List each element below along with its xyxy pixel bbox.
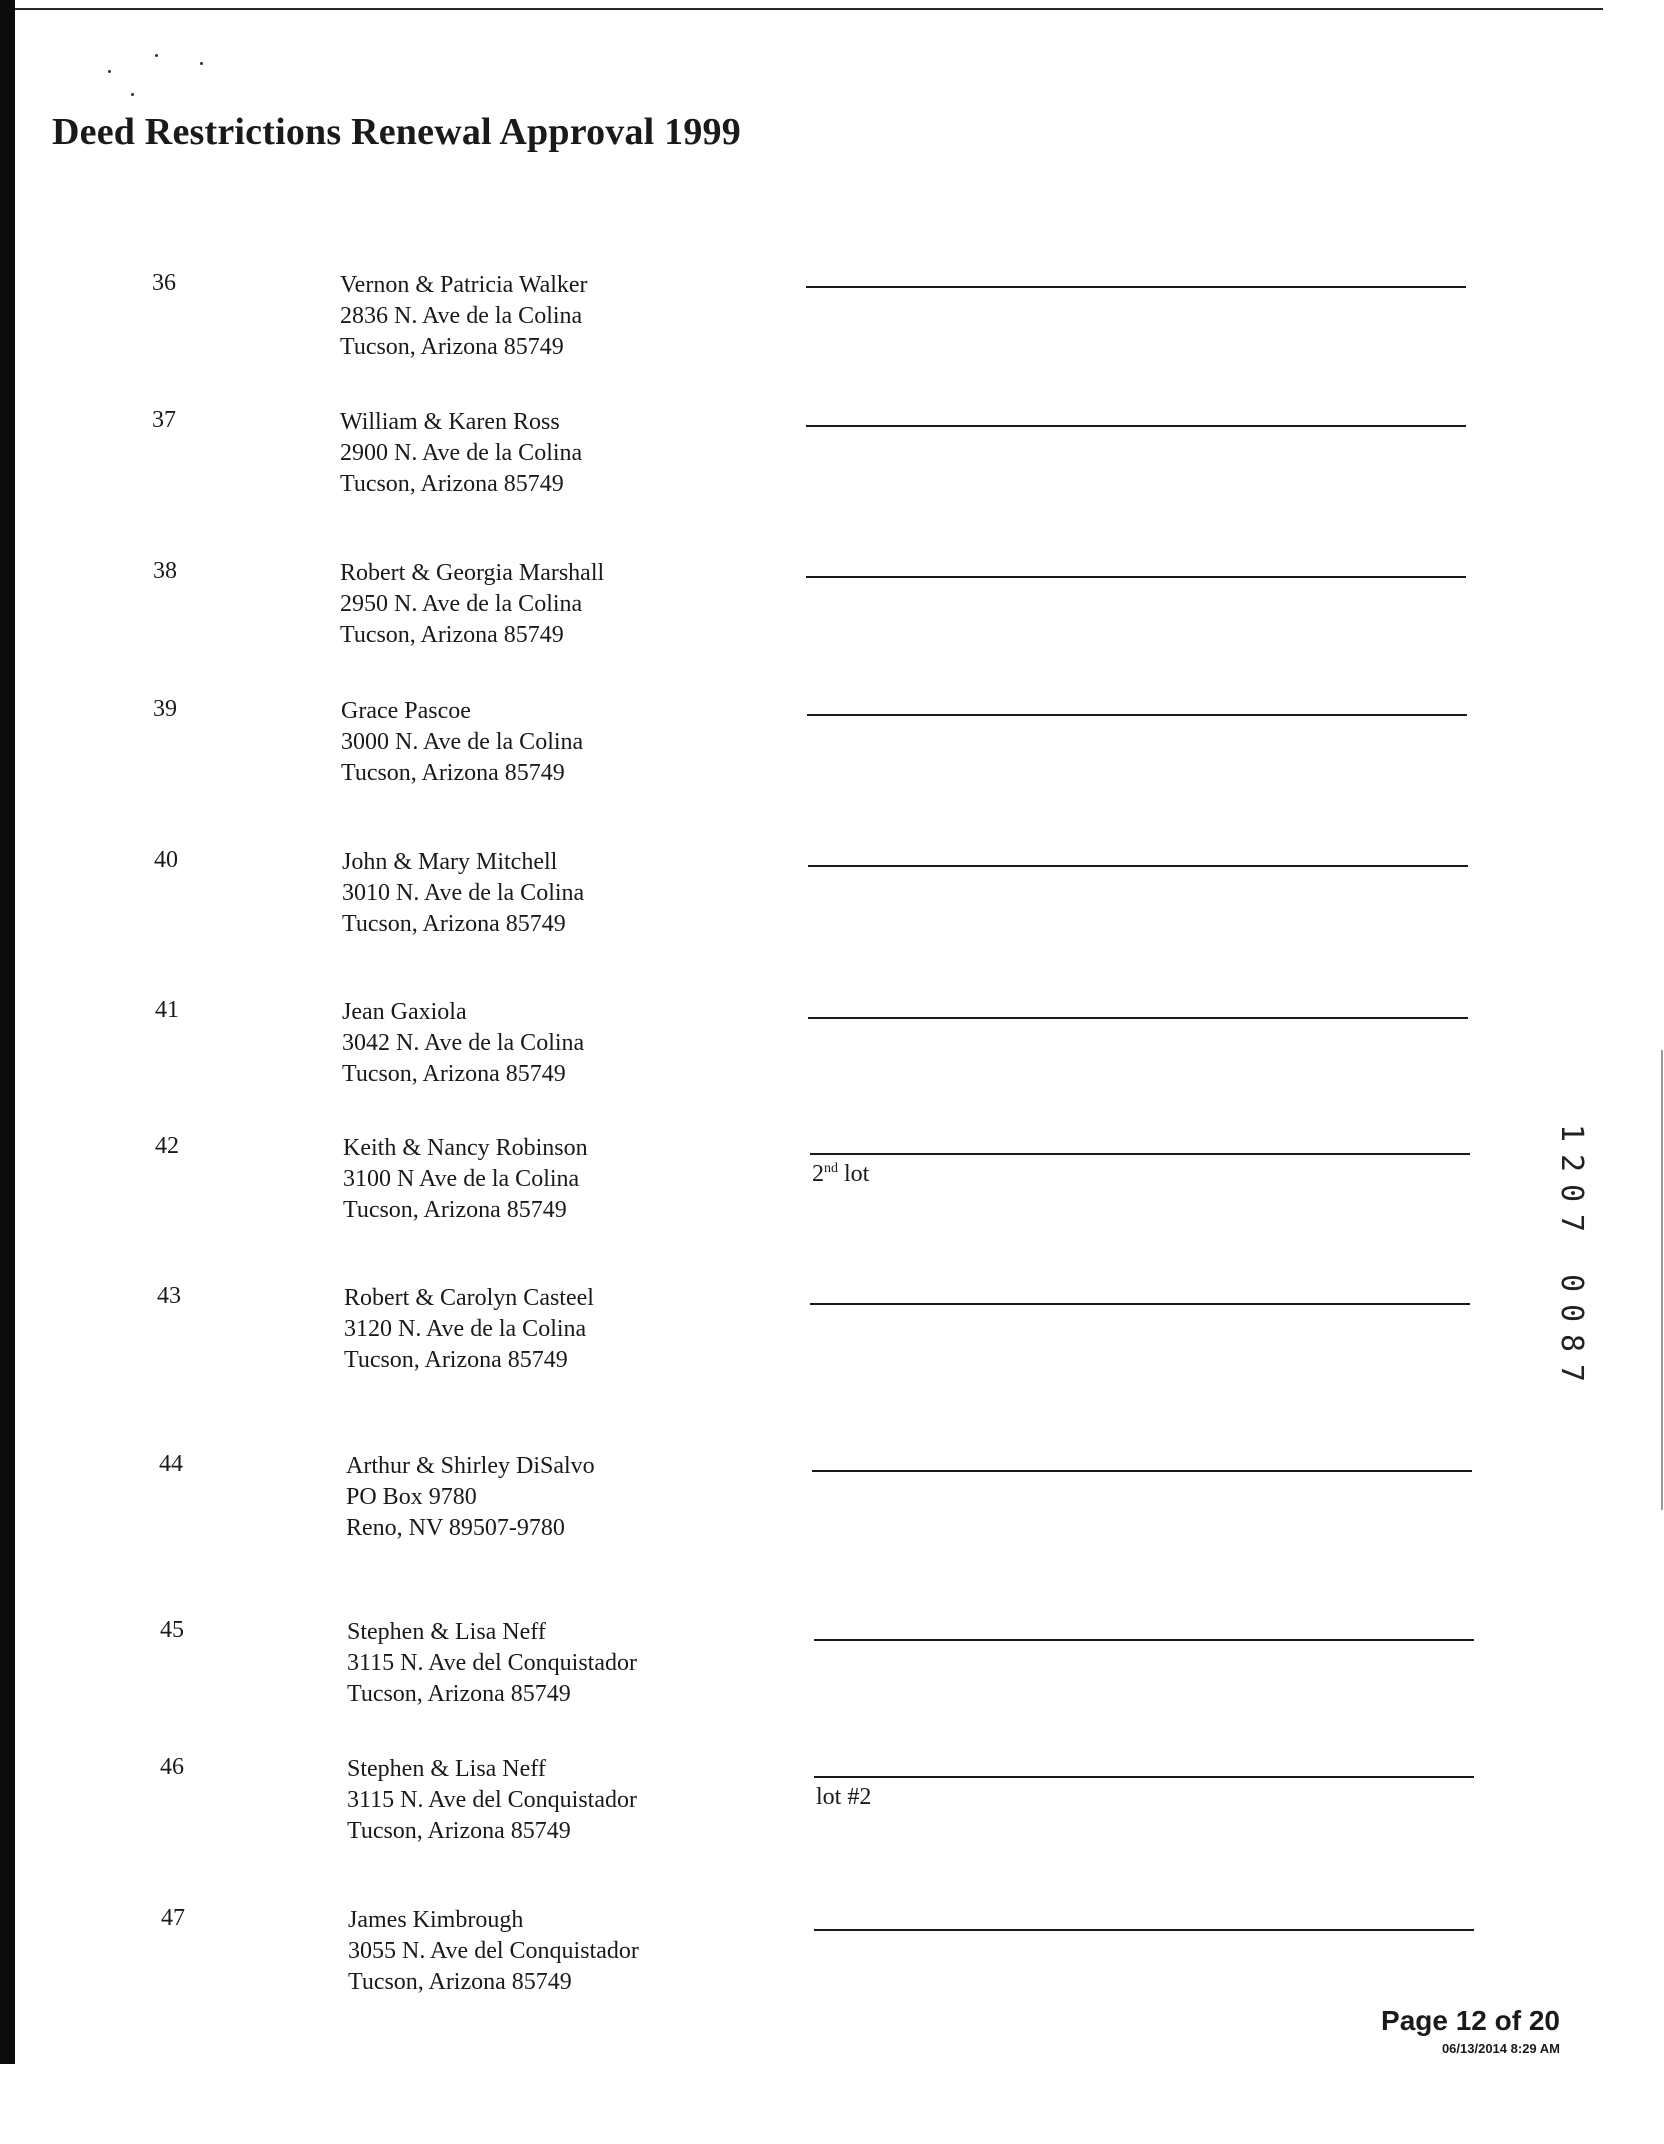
- page-number: Page 12 of 20: [1381, 2005, 1560, 2036]
- owner-block: [344, 1283, 594, 1376]
- owner-city: Tucson, Arizona 85749: [341, 760, 565, 786]
- signature-line: [814, 1639, 1474, 1641]
- stamp-glyph: 0: [1554, 1303, 1589, 1323]
- owner-street: 3042 N. Ave de la Colina: [342, 1030, 585, 1056]
- signature-line: [808, 865, 1468, 867]
- scan-speck: [108, 70, 111, 73]
- owner-street: 2950 N. Ave de la Colina: [340, 591, 583, 617]
- lot-number: 40: [154, 847, 178, 873]
- lot-number: 44: [159, 1451, 183, 1477]
- owner-name: Robert & Carolyn Casteel: [344, 1285, 594, 1311]
- signature-line: [810, 1153, 1470, 1155]
- owner-entry: [0, 407, 1664, 507]
- signature-line: [806, 425, 1466, 427]
- owner-name: William & Karen Ross: [340, 409, 560, 435]
- owner-block: [340, 270, 588, 363]
- owner-city: Tucson, Arizona 85749: [340, 471, 564, 497]
- owner-entry: [0, 696, 1664, 796]
- owner-entry: [0, 1133, 1664, 1233]
- owner-name: Stephen & Lisa Neff: [347, 1619, 546, 1645]
- owner-block: [347, 1754, 637, 1847]
- scan-border-right: [1661, 1050, 1663, 1510]
- stamp-glyph: 0: [1554, 1183, 1589, 1203]
- owner-entry: [0, 1283, 1664, 1383]
- lot-note-ordinal: 2: [812, 1161, 824, 1187]
- owner-name: James Kimbrough: [348, 1907, 524, 1933]
- owner-name: Grace Pascoe: [341, 698, 471, 724]
- owner-block: [343, 1133, 588, 1226]
- signature-line: [814, 1929, 1474, 1931]
- owner-street: 3115 N. Ave del Conquistador: [347, 1787, 637, 1813]
- lot-number: 41: [155, 997, 179, 1023]
- lot-number: 45: [160, 1617, 184, 1643]
- signature-line: [812, 1470, 1472, 1472]
- owner-street: 2836 N. Ave de la Colina: [340, 303, 583, 329]
- lot-note: [812, 1161, 869, 1188]
- stamp-glyph: 7: [1554, 1213, 1589, 1233]
- scan-border-top: [15, 8, 1603, 10]
- owner-block: [342, 997, 584, 1090]
- signature-line: [810, 1303, 1470, 1305]
- owner-city: Tucson, Arizona 85749: [347, 1818, 571, 1844]
- owner-city: Tucson, Arizona 85749: [342, 1061, 566, 1087]
- owner-city: Tucson, Arizona 85749: [340, 334, 564, 360]
- owner-block: [342, 847, 584, 940]
- owner-street: 3115 N. Ave del Conquistador: [347, 1650, 637, 1676]
- lot-number: 43: [157, 1283, 181, 1309]
- owner-street: 3100 N Ave de la Colina: [343, 1166, 580, 1192]
- lot-number: 38: [153, 558, 177, 584]
- lot-number: 36: [152, 270, 176, 296]
- owner-entry: [0, 558, 1664, 658]
- scan-speck: [131, 93, 134, 96]
- owner-block: [341, 696, 583, 789]
- owner-city: Tucson, Arizona 85749: [342, 911, 566, 937]
- owner-street: PO Box 9780: [346, 1484, 477, 1510]
- signature-line: [807, 714, 1467, 716]
- owner-block: [348, 1905, 639, 1998]
- owner-name: Robert & Georgia Marshall: [340, 560, 605, 586]
- owner-city: Reno, NV 89507-9780: [346, 1515, 565, 1541]
- stamp-glyph: [1556, 1238, 1586, 1268]
- lot-note-text: lot: [844, 1161, 870, 1187]
- lot-note: lot #2: [816, 1784, 872, 1810]
- owner-entry: [0, 847, 1664, 947]
- owner-city: Tucson, Arizona 85749: [348, 1969, 572, 1995]
- owner-entry: [0, 1754, 1664, 1854]
- recording-stamp: [1554, 1118, 1589, 1448]
- signature-line: [808, 1017, 1468, 1019]
- signature-line: [806, 286, 1466, 288]
- owner-street: 3010 N. Ave de la Colina: [342, 880, 585, 906]
- stamp-glyph: 8: [1554, 1333, 1589, 1353]
- signature-line: [814, 1776, 1474, 1778]
- stamp-glyph: 7: [1554, 1363, 1589, 1383]
- lot-number: 42: [155, 1133, 179, 1159]
- owner-street: 3055 N. Ave del Conquistador: [348, 1938, 639, 1964]
- owner-name: Jean Gaxiola: [342, 999, 467, 1025]
- stamp-glyph: 2: [1554, 1153, 1589, 1173]
- owner-name: Arthur & Shirley DiSalvo: [346, 1453, 595, 1479]
- owner-street: 2900 N. Ave de la Colina: [340, 440, 583, 466]
- owner-entry: [0, 997, 1664, 1097]
- owner-entry: [0, 1451, 1664, 1551]
- lot-number: 46: [160, 1754, 184, 1780]
- owner-street: 3000 N. Ave de la Colina: [341, 729, 584, 755]
- owner-name: Stephen & Lisa Neff: [347, 1756, 546, 1782]
- lot-note-suffix: nd: [824, 1161, 838, 1176]
- scan-speck: [200, 62, 203, 65]
- owner-block: [340, 407, 582, 500]
- lot-number: 39: [153, 696, 177, 722]
- owner-entry: [0, 1905, 1664, 2005]
- scan-speck: [155, 54, 158, 57]
- owner-street: 3120 N. Ave de la Colina: [344, 1316, 587, 1342]
- owner-entry: [0, 270, 1664, 370]
- owner-name: Keith & Nancy Robinson: [343, 1135, 588, 1161]
- signature-line: [806, 576, 1466, 578]
- stamp-glyph: 0: [1554, 1273, 1589, 1293]
- owner-city: Tucson, Arizona 85749: [347, 1681, 571, 1707]
- owner-block: [346, 1451, 595, 1544]
- owner-block: [347, 1617, 637, 1710]
- owner-city: Tucson, Arizona 85749: [340, 622, 564, 648]
- print-timestamp: 06/13/2014 8:29 AM: [1441, 2041, 1560, 2056]
- owner-city: Tucson, Arizona 85749: [343, 1197, 567, 1223]
- owner-entry: [0, 1617, 1664, 1717]
- owner-name: John & Mary Mitchell: [342, 849, 558, 875]
- stamp-glyph: 1: [1554, 1123, 1589, 1143]
- owner-city: Tucson, Arizona 85749: [344, 1347, 568, 1373]
- owner-name: Vernon & Patricia Walker: [340, 272, 588, 298]
- document-title: Deed Restrictions Renewal Approval 1999: [52, 111, 741, 153]
- owner-block: [340, 558, 604, 651]
- lot-number: 47: [161, 1905, 185, 1931]
- lot-number: 37: [152, 407, 176, 433]
